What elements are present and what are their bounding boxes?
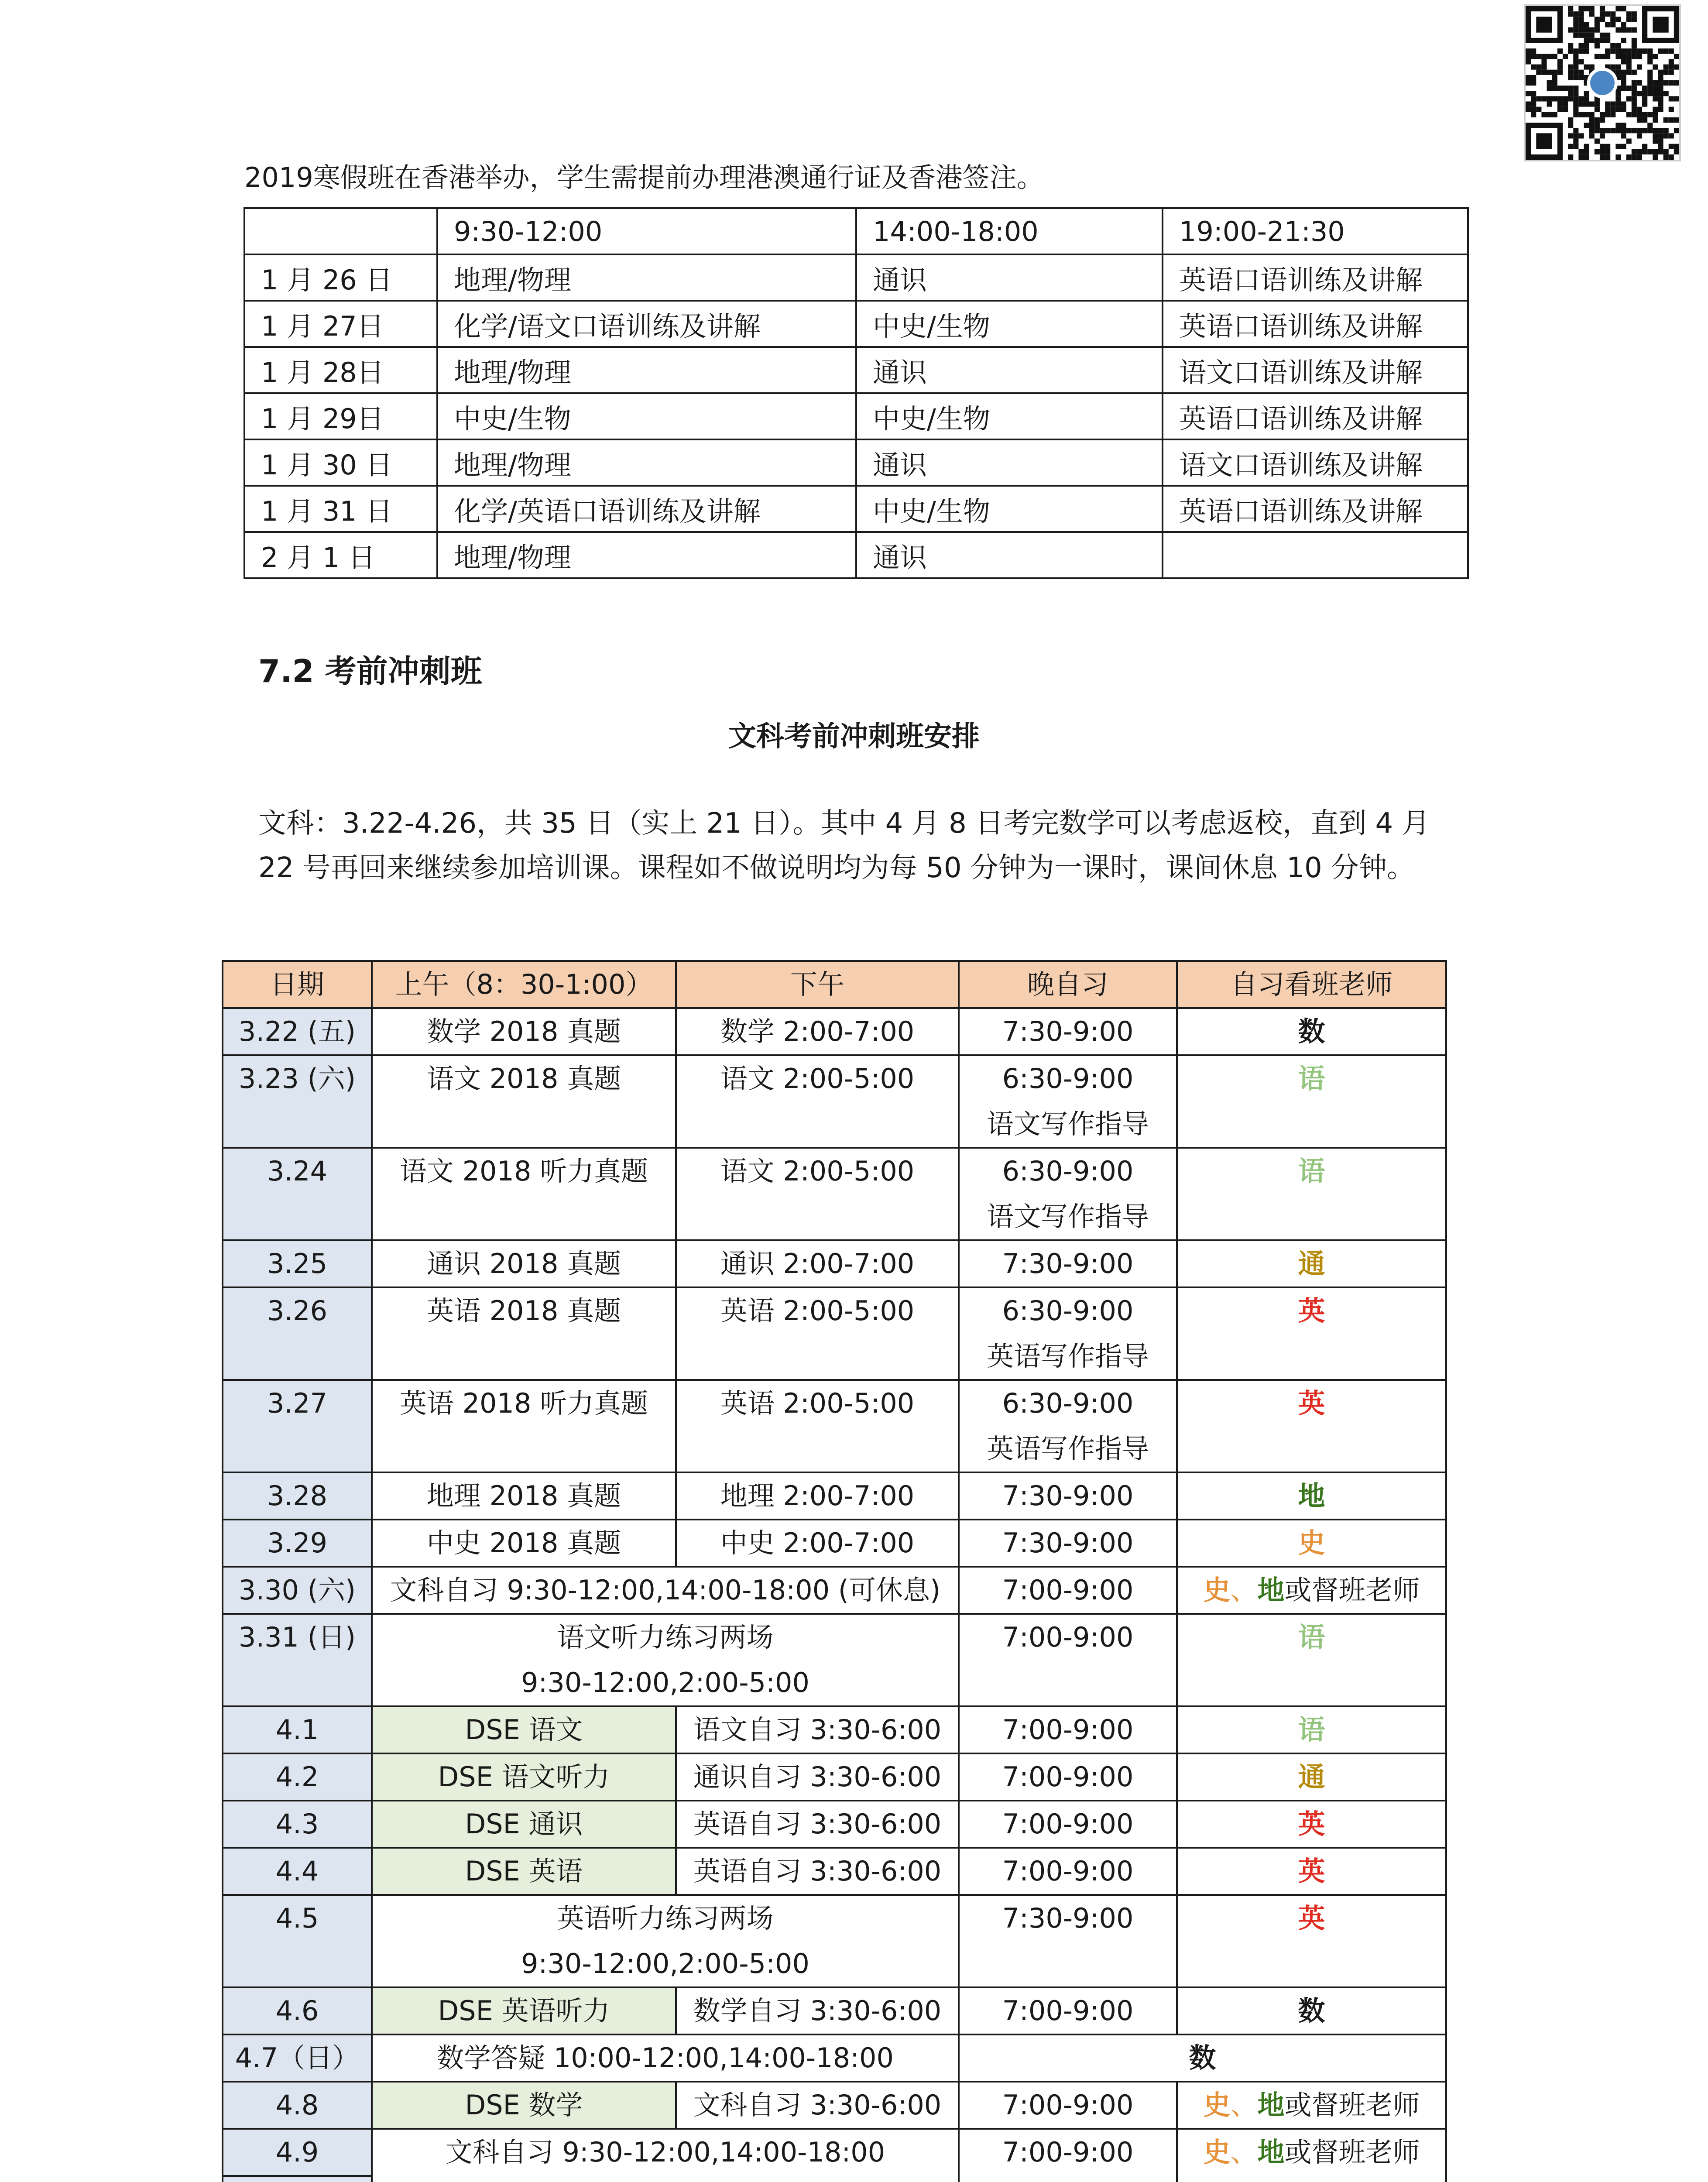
- evening-study-cell: [959, 2082, 1177, 2129]
- teacher-cell: [1177, 1987, 1446, 2034]
- column-header: 上午（8：30-1:00）: [372, 961, 676, 1008]
- column-header: 自习看班老师: [1177, 961, 1446, 1008]
- teacher-subject: 或督班老师: [1284, 2136, 1420, 2168]
- teacher-cell: [1177, 1567, 1446, 1614]
- table-cell: 英语口语训练及讲解: [1163, 393, 1468, 439]
- cell-line: 7:00-9:00: [1002, 1855, 1134, 1887]
- teacher-cell: [1177, 1472, 1446, 1520]
- morning-cell: 英语 2018 听力真题: [372, 1380, 676, 1472]
- table-cell: 英语口语训练及讲解: [1163, 301, 1468, 347]
- evening-study-cell: [959, 1614, 1177, 1706]
- afternoon-cell: 地理 2:00-7:00: [676, 1472, 959, 1520]
- evening-study-cell: [959, 1848, 1177, 1895]
- table-row: [223, 1520, 1446, 1567]
- table-row: [223, 1567, 1446, 1614]
- date-cell: 4.6: [223, 1987, 372, 2034]
- day-activity-cell: [372, 2129, 959, 2182]
- teacher-cell: [1177, 1706, 1446, 1753]
- afternoon-cell: 语文 2:00-5:00: [676, 1055, 959, 1148]
- teacher-subject: 数: [1298, 1995, 1325, 2027]
- date-cell: 3.29: [223, 1520, 372, 1567]
- table-row: [223, 1895, 1446, 1987]
- date-cell: 3.31 (日): [223, 1614, 372, 1706]
- column-header: 9:30-12:00: [437, 208, 856, 254]
- day-activity-cell: [372, 1895, 959, 1987]
- evening-study-cell: [959, 1895, 1177, 1987]
- teacher-cell: [1177, 1287, 1446, 1380]
- afternoon-cell: 通识自习 3:30-6:00: [676, 1753, 959, 1801]
- teacher-subject: 通: [1298, 1248, 1325, 1280]
- section-heading: 7.2 考前冲刺班: [258, 653, 482, 690]
- evening-study-cell: [959, 1801, 1177, 1848]
- afternoon-cell: 中史 2:00-7:00: [676, 1520, 959, 1567]
- cell-line: 英语写作指导: [986, 1340, 1149, 1372]
- table-header-row: [244, 208, 1468, 254]
- teacher-subject: 史: [1203, 1574, 1231, 1606]
- table-row: [223, 1380, 1446, 1472]
- table-cell: 1 月 31 日: [244, 486, 437, 532]
- column-header: 14:00-18:00: [856, 208, 1163, 254]
- table-cell: 1 月 26 日: [244, 254, 437, 301]
- schedule-title: 文科考前冲刺班安排: [728, 720, 980, 753]
- teacher-subject: 地: [1257, 2089, 1285, 2121]
- table-cell: 通识: [856, 439, 1163, 486]
- cell-line: 7:30-9:00: [1002, 1480, 1134, 1512]
- table-row: [223, 2082, 1446, 2129]
- teacher-cell: [1177, 1240, 1446, 1287]
- table-cell: 语文口语训练及讲解: [1163, 347, 1468, 393]
- teacher-subject: 英: [1298, 1295, 1325, 1327]
- table-cell: 地理/物理: [437, 532, 856, 578]
- table-row: [223, 1240, 1446, 1287]
- evening-study-cell: [959, 1008, 1177, 1055]
- cell-line: 数学答疑 10:00-12:00,14:00-18:00: [437, 2042, 894, 2074]
- winter-schedule-table: [244, 207, 1469, 579]
- date-cell: 4.1: [223, 1706, 372, 1753]
- table-cell: 地理/物理: [437, 254, 856, 301]
- teacher-cell: [1177, 1148, 1446, 1240]
- table-cell: 1 月 28日: [244, 347, 437, 393]
- cell-line: 7:00-9:00: [1002, 1995, 1134, 2027]
- afternoon-cell: 英语 2:00-5:00: [676, 1287, 959, 1380]
- table-cell: 英语口语训练及讲解: [1163, 254, 1468, 301]
- column-header: 晚自习: [959, 961, 1177, 1008]
- teacher-cell: [1177, 1380, 1446, 1472]
- table-row: [223, 1987, 1446, 2034]
- table-row: [223, 1148, 1446, 1240]
- table-row: [244, 532, 1468, 578]
- teacher-subject: 英: [1298, 1387, 1325, 1419]
- afternoon-cell: 数学 2:00-7:00: [676, 1008, 959, 1055]
- evening-study-cell: [959, 1987, 1177, 2034]
- table-row: [244, 301, 1468, 347]
- teacher-subject: 或督班老师: [1284, 2089, 1420, 2121]
- teacher-subject: 、: [1230, 1574, 1258, 1606]
- table-row: [244, 439, 1468, 486]
- morning-cell: DSE 数学: [372, 2082, 676, 2129]
- morning-cell: 语文 2018 真题: [372, 1055, 676, 1148]
- table-cell: [1163, 532, 1468, 578]
- evening-study-cell: [959, 1148, 1177, 1240]
- sprint-schedule-table: [222, 960, 1447, 2182]
- cell-line: 7:00-9:00: [1002, 1714, 1134, 1746]
- table-row: [244, 393, 1468, 439]
- evening-teacher-cell: [959, 2034, 1446, 2082]
- qr-code-icon: [1524, 4, 1681, 161]
- table-row: [244, 254, 1468, 301]
- teacher-cell: [1177, 1895, 1446, 1987]
- teacher-cell: [1177, 1055, 1446, 1148]
- cell-line: 英语写作指导: [986, 1433, 1149, 1465]
- day-activity-cell: [372, 1614, 959, 1706]
- teacher-cell: [1177, 1008, 1446, 1055]
- morning-cell: 数学 2018 真题: [372, 1008, 676, 1055]
- cell-line: 9:30-12:00,2:00-5:00: [521, 1667, 809, 1698]
- cell-line: 7:00-9:00: [1002, 2136, 1134, 2168]
- date-cell: 4.2: [223, 1753, 372, 1801]
- day-activity-cell: [372, 2034, 959, 2082]
- evening-study-cell: [959, 2129, 1177, 2182]
- afternoon-cell: 文科自习 3:30-6:00: [676, 2082, 959, 2129]
- morning-cell: 通识 2018 真题: [372, 1240, 676, 1287]
- table-cell: 中史/生物: [437, 393, 856, 439]
- teacher-subject: 语: [1298, 1063, 1325, 1094]
- table-cell: 通识: [856, 532, 1163, 578]
- teacher-subject: 或督班老师: [1284, 1574, 1420, 1606]
- teacher-subject: 、: [1230, 2136, 1258, 2168]
- table-cell: 中史/生物: [856, 486, 1163, 532]
- afternoon-cell: 通识 2:00-7:00: [676, 1240, 959, 1287]
- date-cell: 4.5: [223, 1895, 372, 1987]
- table-row: [223, 2034, 1446, 2082]
- intro-text: 2019寒假班在香港举办，学生需提前办理港澳通行证及香港签注。: [244, 161, 1044, 193]
- table-row: [223, 2129, 1446, 2176]
- morning-cell: DSE 通识: [372, 1801, 676, 1848]
- evening-study-cell: [959, 1055, 1177, 1148]
- teacher-subject: 语: [1298, 1621, 1325, 1653]
- teacher-subject: 地: [1298, 1480, 1325, 1512]
- table-cell: 中史/生物: [856, 301, 1163, 347]
- teacher-subject: 史: [1203, 2136, 1231, 2168]
- date-cell: 4.8: [223, 2082, 372, 2129]
- afternoon-cell: 数学自习 3:30-6:00: [676, 1987, 959, 2034]
- teacher-subject: 英: [1298, 1902, 1325, 1934]
- table-row: [244, 486, 1468, 532]
- column-header: 19:00-21:30: [1163, 208, 1468, 254]
- date-cell: 3.22 (五): [223, 1008, 372, 1055]
- morning-cell: DSE 英语: [372, 1848, 676, 1895]
- cell-line: 7:30-9:00: [1002, 1248, 1134, 1280]
- teacher-subject: 地: [1257, 1574, 1285, 1606]
- date-cell: 3.28: [223, 1472, 372, 1520]
- cell-line: 7:00-9:00: [1002, 1808, 1134, 1840]
- afternoon-cell: 英语自习 3:30-6:00: [676, 1848, 959, 1895]
- table-cell: 通识: [856, 347, 1163, 393]
- evening-study-cell: [959, 1567, 1177, 1614]
- evening-study-cell: [959, 1520, 1177, 1567]
- table-row: [244, 347, 1468, 393]
- date-cell: 3.24: [223, 1148, 372, 1240]
- date-cell: 4.3: [223, 1801, 372, 1848]
- table-cell: 地理/物理: [437, 439, 856, 486]
- teacher-cell: [1177, 1848, 1446, 1895]
- morning-cell: 英语 2018 真题: [372, 1287, 676, 1380]
- cell-line: 6:30-9:00: [1002, 1155, 1134, 1187]
- cell-line: 文科自习 9:30-12:00,14:00-18:00 (可休息): [390, 1574, 941, 1606]
- day-activity-cell: [372, 1567, 959, 1614]
- teacher-cell: [1177, 1520, 1446, 1567]
- evening-study-cell: [959, 1287, 1177, 1380]
- evening-study-cell: [959, 1380, 1177, 1472]
- afternoon-cell: 英语 2:00-5:00: [676, 1380, 959, 1472]
- teacher-subject: 数: [1298, 1016, 1325, 1047]
- evening-study-cell: [959, 1753, 1177, 1801]
- morning-cell: DSE 英语听力: [372, 1987, 676, 2034]
- table-row: [223, 1287, 1446, 1380]
- column-header: 日期: [223, 961, 372, 1008]
- cell-line: 语文写作指导: [986, 1201, 1149, 1232]
- teacher-cell: [1177, 2129, 1446, 2182]
- cell-line: 6:30-9:00: [1002, 1295, 1134, 1327]
- cell-line: 7:30-9:00: [1002, 1527, 1134, 1559]
- date-cell: 4.7（日）: [223, 2034, 372, 2082]
- morning-cell: DSE 语文: [372, 1706, 676, 1753]
- table-cell: 化学/语文口语训练及讲解: [437, 301, 856, 347]
- cell-line: 7:00-9:00: [1002, 1761, 1134, 1793]
- teacher-subject: 通: [1298, 1761, 1325, 1793]
- morning-cell: DSE 语文听力: [372, 1753, 676, 1801]
- date-cell: 4.9: [223, 2129, 372, 2176]
- cell-line: 语文听力练习两场: [557, 1621, 774, 1653]
- teacher-cell: [1177, 1801, 1446, 1848]
- table-header-row: [223, 961, 1446, 1008]
- teacher-subject: 史: [1203, 2089, 1231, 2121]
- evening-study-cell: [959, 1240, 1177, 1287]
- cell-line: 英语听力练习两场: [557, 1902, 774, 1934]
- table-row: [223, 1848, 1446, 1895]
- cell-line: 6:30-9:00: [1002, 1063, 1134, 1094]
- teacher-subject: 地: [1257, 2136, 1285, 2168]
- table-row: [223, 1753, 1446, 1801]
- morning-cell: 地理 2018 真题: [372, 1472, 676, 1520]
- teacher-subject: 史: [1298, 1527, 1325, 1559]
- table-row: [223, 1801, 1446, 1848]
- teacher-subject: 语: [1298, 1714, 1325, 1746]
- evening-study-cell: [959, 1472, 1177, 1520]
- teacher-subject: 英: [1298, 1855, 1325, 1887]
- cell-line: 语文写作指导: [986, 1108, 1149, 1140]
- date-cell: 3.23 (六): [223, 1055, 372, 1148]
- date-cell: 4.4: [223, 1848, 372, 1895]
- morning-cell: 中史 2018 真题: [372, 1520, 676, 1567]
- date-cell: 3.25: [223, 1240, 372, 1287]
- table-cell: 1 月 29日: [244, 393, 437, 439]
- teacher-subject: 语: [1298, 1155, 1325, 1187]
- date-cell: 3.30 (六): [223, 1567, 372, 1614]
- teacher-cell: [1177, 1753, 1446, 1801]
- cell-line: 7:00-9:00: [1002, 1621, 1134, 1653]
- table-cell: 1 月 27日: [244, 301, 437, 347]
- table-row: [223, 1472, 1446, 1520]
- table-row: [223, 1706, 1446, 1753]
- table-cell: 中史/生物: [856, 393, 1163, 439]
- teacher-cell: [1177, 1614, 1446, 1706]
- afternoon-cell: 语文 2:00-5:00: [676, 1148, 959, 1240]
- date-cell: 3.26: [223, 1287, 372, 1380]
- table-cell: 通识: [856, 254, 1163, 301]
- schedule-description: 文科：3.22-4.26，共 35 日（实上 21 日）。其中 4 月 8 日考完数学可以考虑返校，直到 4 月 22 号再回来继续参加培训课。课程如不做说明均为每 50 分钟为一课时，课间休息 10 分钟。: [258, 807, 1430, 884]
- teacher-subject: 英: [1298, 1808, 1325, 1840]
- afternoon-cell: 英语自习 3:30-6:00: [676, 1801, 959, 1848]
- table-row: [223, 1008, 1446, 1055]
- cell-line: 7:30-9:00: [1002, 1902, 1134, 1934]
- table-row: [223, 1055, 1446, 1148]
- table-cell: 化学/英语口语训练及讲解: [437, 486, 856, 532]
- cell-line: 7:30-9:00: [1002, 1016, 1134, 1047]
- table-cell: 1 月 30 日: [244, 439, 437, 486]
- teacher-cell: [1177, 2082, 1446, 2129]
- cell-line: 6:30-9:00: [1002, 1387, 1134, 1419]
- afternoon-cell: 语文自习 3:30-6:00: [676, 1706, 959, 1753]
- cell-line: 9:30-12:00,2:00-5:00: [521, 1948, 809, 1980]
- table-cell: 英语口语训练及讲解: [1163, 486, 1468, 532]
- teacher-subject: 、: [1230, 2089, 1258, 2121]
- table-cell: 2 月 1 日: [244, 532, 437, 578]
- morning-cell: 语文 2018 听力真题: [372, 1148, 676, 1240]
- column-header: [244, 208, 437, 254]
- cell-line: 文科自习 9:30-12:00,14:00-18:00: [445, 2136, 885, 2168]
- table-row: [223, 1614, 1446, 1706]
- table-cell: 语文口语训练及讲解: [1163, 439, 1468, 486]
- column-header: 下午: [676, 961, 959, 1008]
- date-cell: 3.27: [223, 1380, 372, 1472]
- date-cell: [223, 2176, 372, 2182]
- teacher-subject: 数: [1189, 2042, 1216, 2074]
- evening-study-cell: [959, 1706, 1177, 1753]
- cell-line: 7:00-9:00: [1002, 1574, 1134, 1606]
- table-cell: 地理/物理: [437, 347, 856, 393]
- cell-line: 7:00-9:00: [1002, 2089, 1134, 2121]
